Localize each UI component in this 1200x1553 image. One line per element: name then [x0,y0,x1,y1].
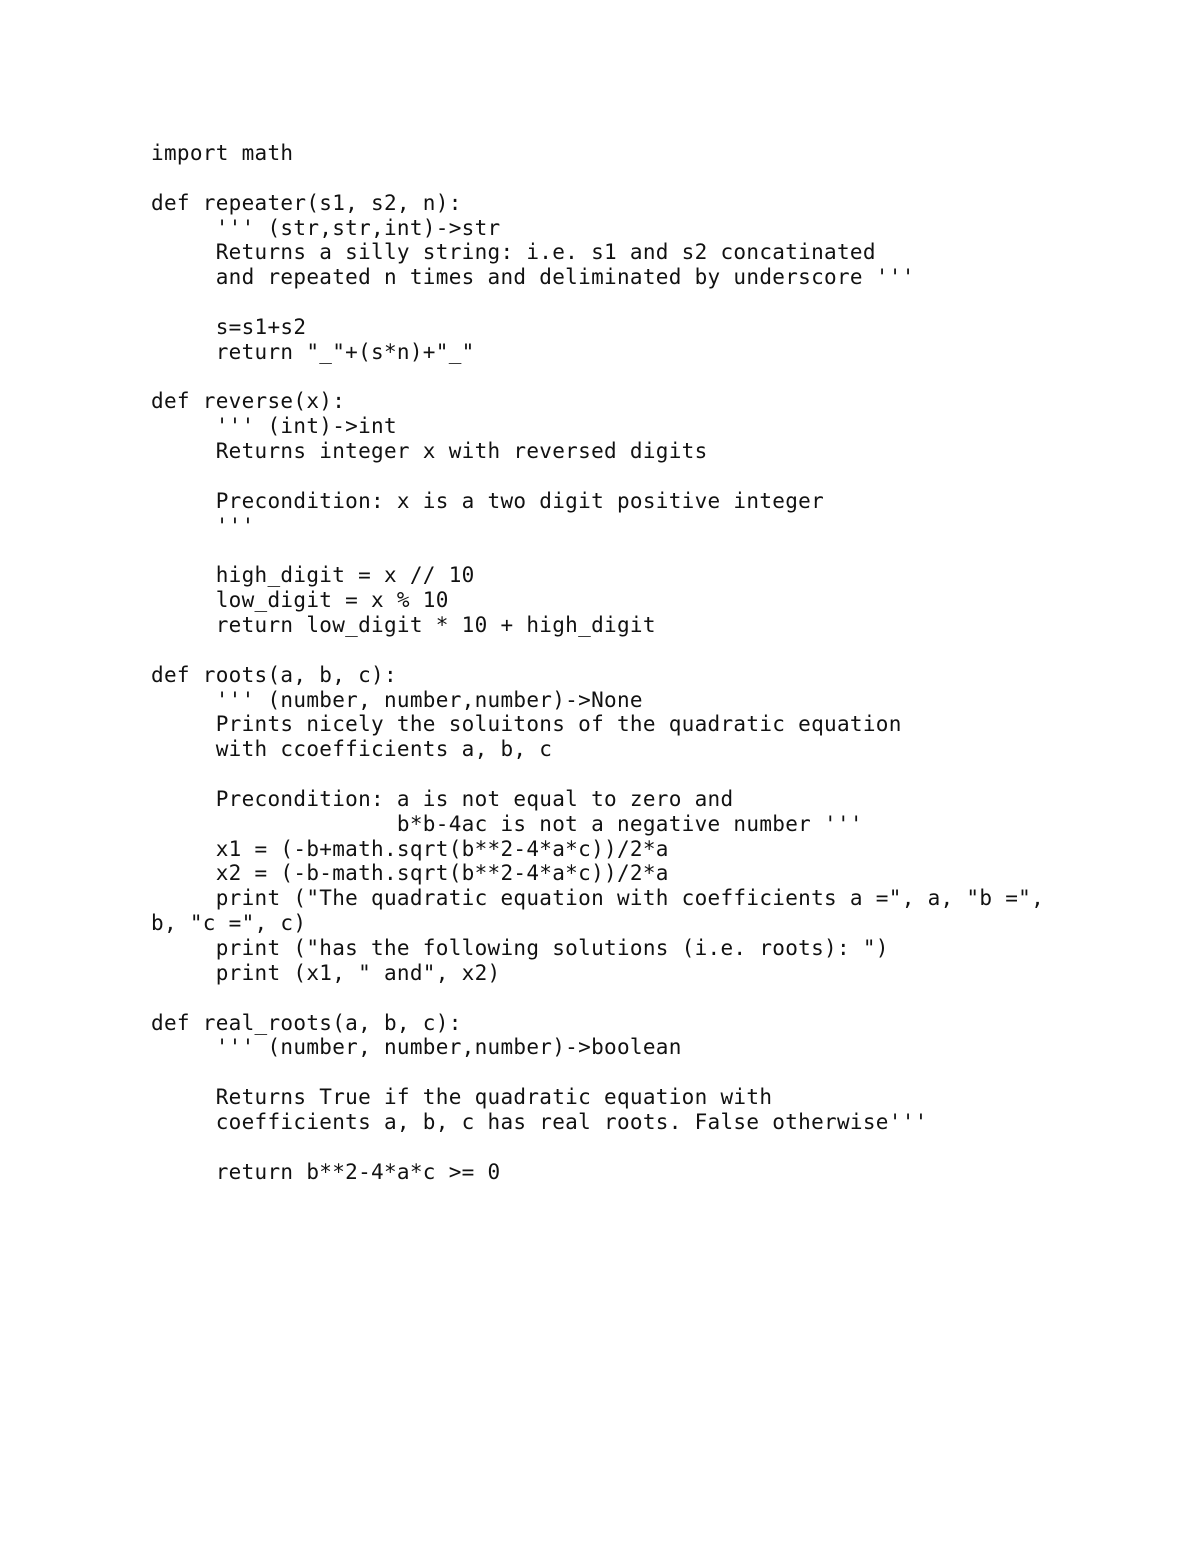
code-listing [151,141,1151,1184]
code-line-22: def roots(a, b, c): [151,662,397,687]
code-line-41 [151,1135,1151,1160]
code-line-23: ''' (number, number,number)->None [151,687,643,712]
code-line-18: high_digit = x // 10 [151,563,475,588]
code-line-27: Precondition: a is not equal to zero and [151,786,734,811]
code-line-28: b*b-4ac is not a negative number ''' [151,811,863,836]
code-line-16: ''' [151,513,255,538]
code-line-29: x1 = (-b+math.sqrt(b**2-4*a*c))/2*a [151,836,669,861]
code-line-8: s=s1+s2 [151,314,307,339]
code-line-25: with ccoefficients a, b, c [151,737,553,762]
code-line-30: x2 = (-b-math.sqrt(b**2-4*a*c))/2*a [151,861,669,886]
code-line-42: return b**2-4*a*c >= 0 [151,1159,501,1184]
code-line-32: b, "c =", c) [151,911,307,936]
code-line-9: return "_"+(s*n)+"_" [151,339,475,364]
code-line-14 [151,464,1151,489]
code-line-37: ''' (number, number,number)->boolean [151,1035,682,1060]
code-line-6: and repeated n times and deliminated by underscore ''' [151,265,915,290]
code-line-2 [151,166,1151,191]
code-line-38 [151,1060,1151,1085]
code-line-21 [151,638,1151,663]
code-line-26 [151,762,1151,787]
code-line-4: ''' (str,str,int)->str [151,215,501,240]
code-line-19: low_digit = x % 10 [151,588,449,613]
code-line-12: ''' (int)->int [151,414,397,439]
code-line-13: Returns integer x with reversed digits [151,439,708,464]
code-line-33: print ("has the following solutions (i.e. roots): ") [151,936,889,960]
code-line-31: print ("The quadratic equation with coefficients a =", a, "b =", [151,886,1045,911]
code-line-36: def real_roots(a, b, c): [151,1010,462,1035]
code-line-40: coefficients a, b, c has real roots. False otherwise''' [151,1109,928,1134]
code-line-34: print (x1, " and", x2) [151,960,501,985]
code-line-10 [151,365,1151,390]
code-line-24: Prints nicely the soluitons of the quadratic equation [151,712,902,737]
code-line-35 [151,986,1151,1011]
code-line-39: Returns True if the quadratic equation with [151,1085,773,1110]
code-line-3: def repeater(s1, s2, n): [151,190,462,215]
code-line-20: return low_digit * 10 + high_digit [151,613,656,638]
code-line-1: import math [151,141,294,165]
code-line-7 [151,290,1151,315]
code-line-11: def reverse(x): [151,389,346,414]
code-line-17 [151,539,1151,564]
code-line-5: Returns a silly string: i.e. s1 and s2 concatinated [151,240,876,265]
code-line-15: Precondition: x is a two digit positive integer [151,488,825,513]
